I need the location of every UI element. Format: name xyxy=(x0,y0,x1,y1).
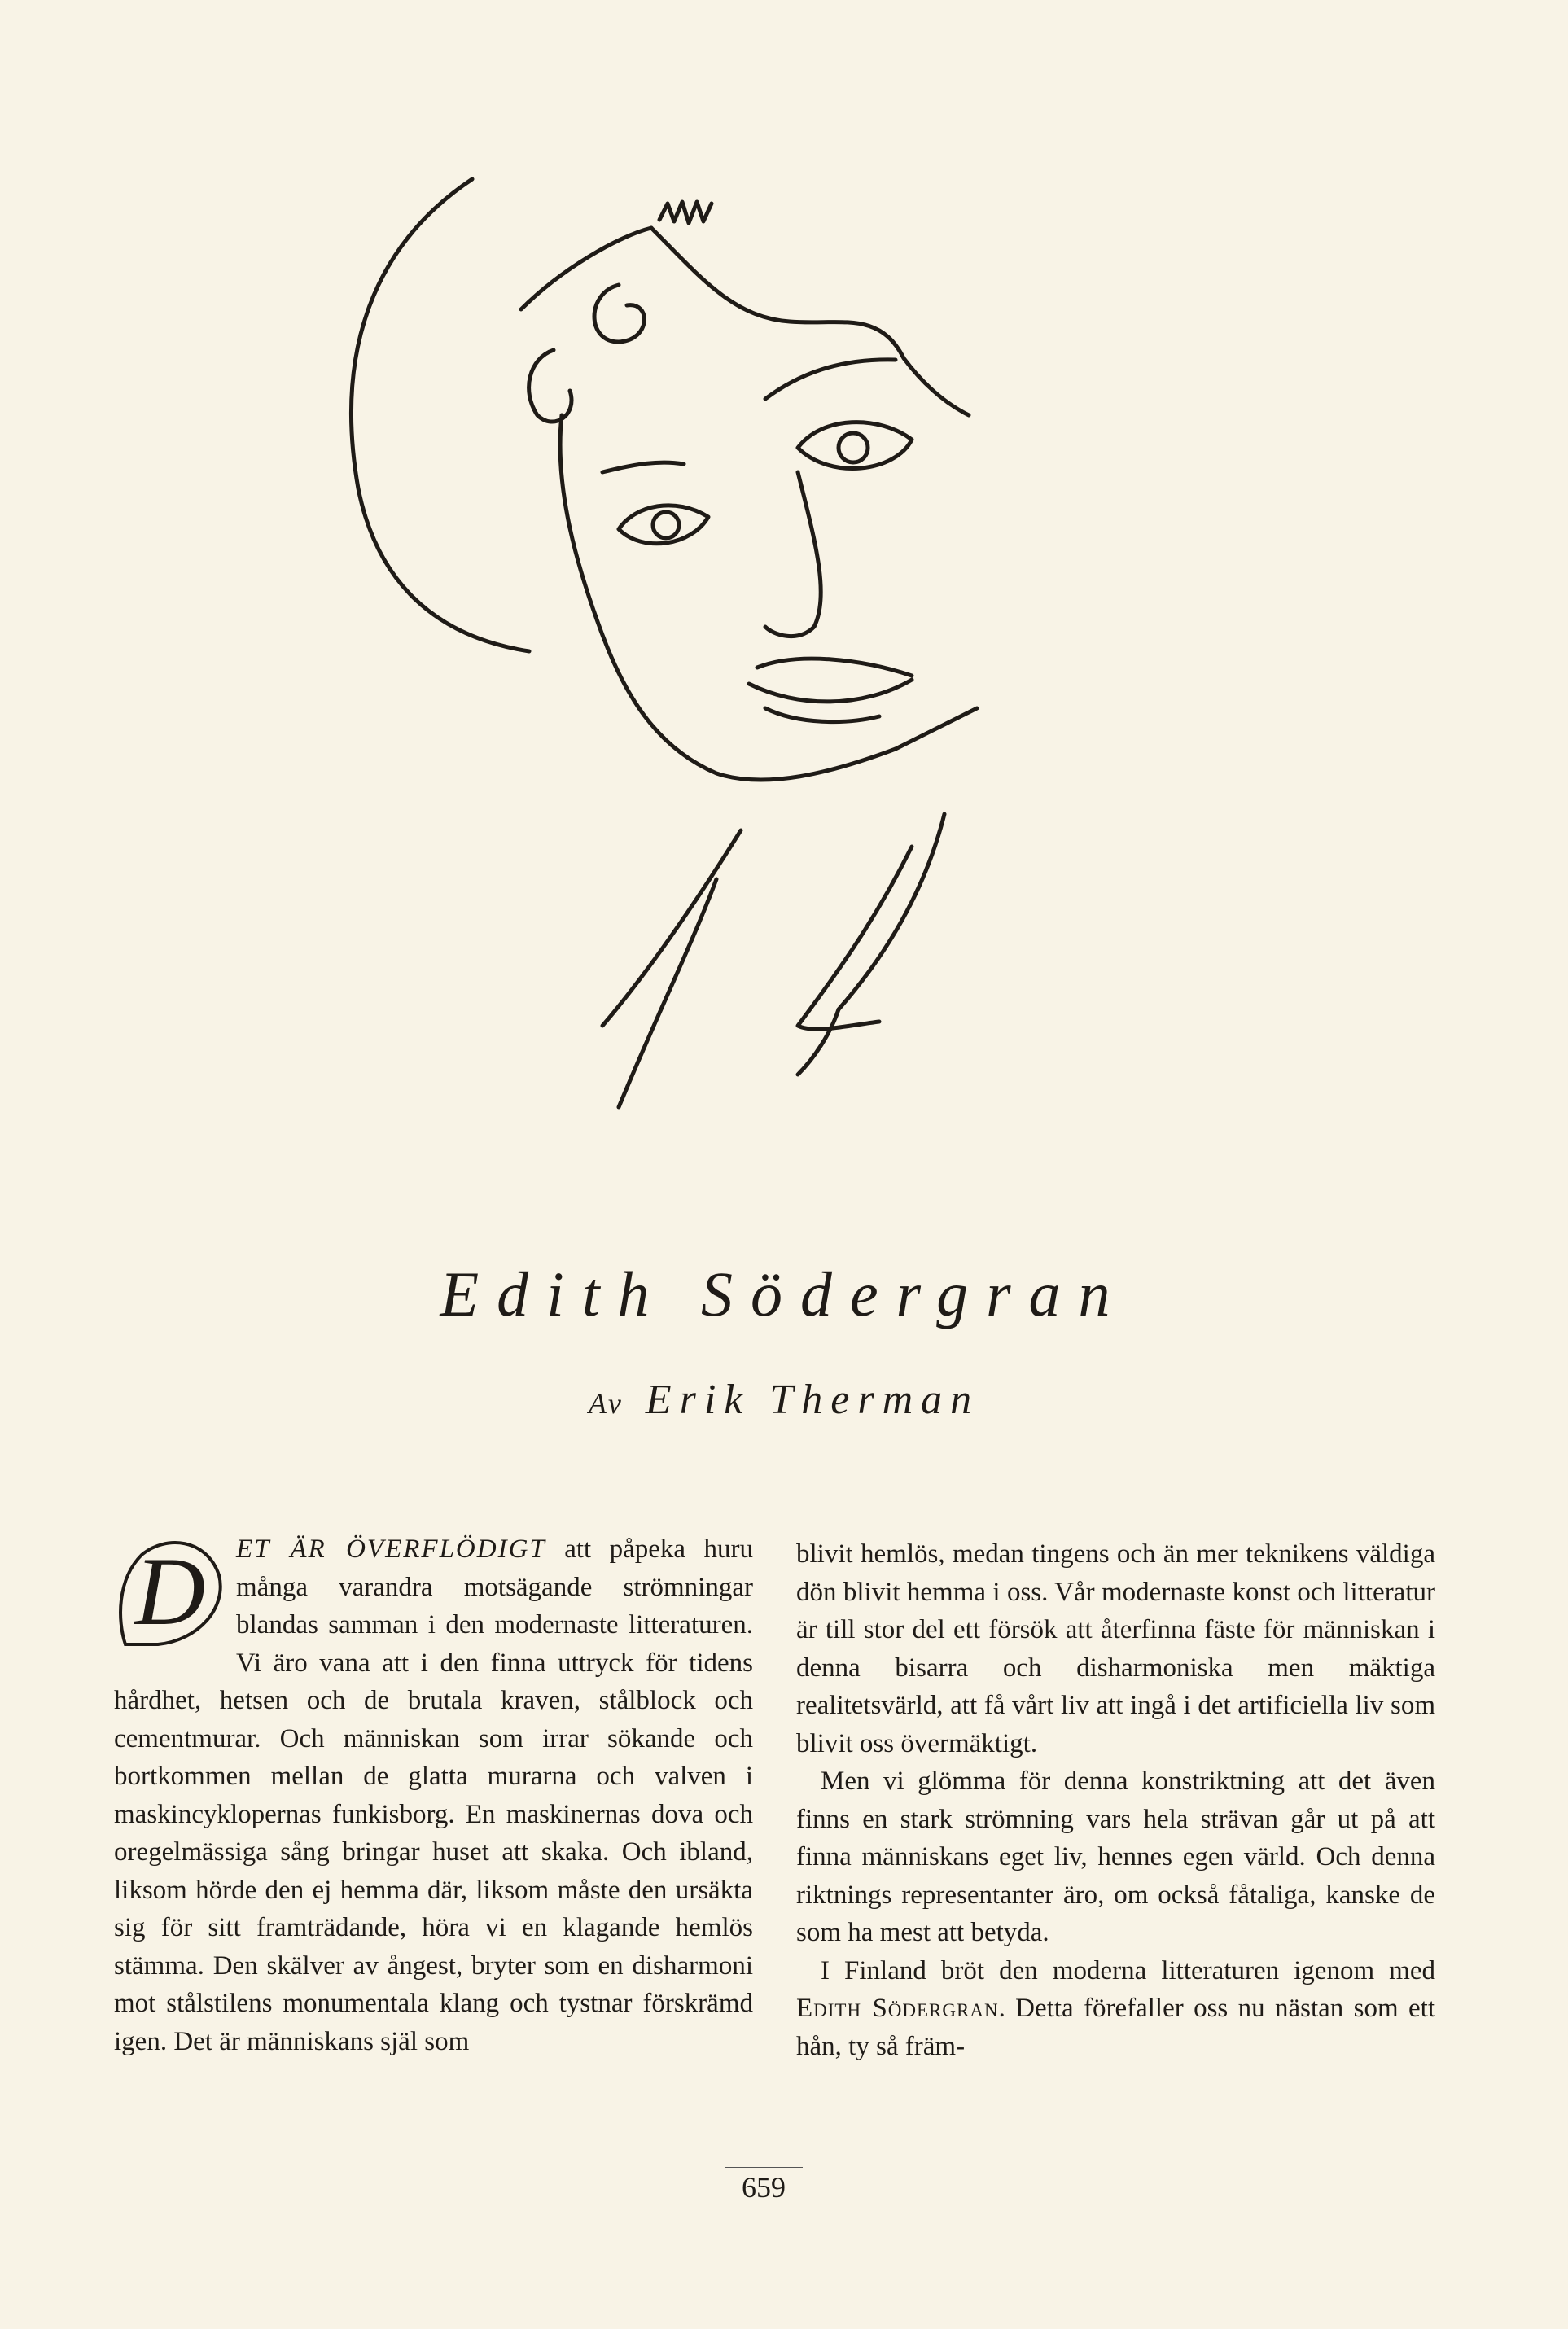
page-number: 659 xyxy=(742,2171,786,2204)
opening-words: ET ÄR ÖVERFLÖDIGT xyxy=(236,1534,546,1564)
paragraph-4 xyxy=(796,1952,1435,2066)
text-column-left xyxy=(114,1530,753,2060)
paragraph-4-end: . Detta förefaller oss nu nästan som ett hån, ty så främ- xyxy=(796,1994,1435,2061)
drop-cap-letter: D xyxy=(134,1537,206,1645)
text-column-right xyxy=(796,1535,1435,2065)
author-name: Erik Therman xyxy=(645,1377,980,1423)
page-number-rule xyxy=(725,2167,803,2168)
paragraph-4-start: I Finland bröt den moderna litteraturen igenom med xyxy=(821,1955,1435,1985)
article-title: Edith Södergran xyxy=(440,1259,1128,1329)
poet-name: Edith Södergran xyxy=(796,1994,999,2023)
paragraph-1-text: att påpeka huru många varandra motsägande strömningar blandas samman i den modernaste litteraturen. Vi äro vana att i den finna uttryck för tidens hårdhet, hetsen och de brutala kraven, stålblock och cementmurar. Och människan som irrar sökande och bortkommen mellan de glatta murarna och valven i maskincyklopernas funkisborg. En maskinernas dova och oregelmässiga sång bringar huset att skaka. Och ibland, liksom hörde den ej hemma där, liksom måste den ursäkta sig för sitt framträdande, höra vi en klagande hemlös stämma. Den skälver av ångest, bryter som en disharmoni mot stålstilens monumentala klang och tystnar förskrämd igen. Det är människans själ som xyxy=(114,1534,753,2056)
drop-cap xyxy=(109,1530,231,1653)
paragraph-3: Men vi glömma för denna konstriktning att det även finns en stark strömning vars hela strävan går ut på att finna människans eget liv, hennes egen värld. Och denna riktnings representanter äro, om också fåtaliga, kanske de som ha mest att betyda. xyxy=(796,1766,1435,1947)
portrait-illustration xyxy=(309,147,1123,1156)
paragraph-2: blivit hemlös, medan tingens och än mer teknikens väldiga dön blivit hemma i oss. Vår modernaste konst och litteratur är till stor del ett försök att återfinna fäste för människan i denna bisarra och disharmoniska men mäktiga realitetsvärld, att få vårt liv att ingå i det artificiella liv som blivit oss övermäktigt. xyxy=(796,1539,1435,1758)
article-byline xyxy=(0,1376,1568,1424)
byline-prefix: Av xyxy=(588,1387,624,1420)
